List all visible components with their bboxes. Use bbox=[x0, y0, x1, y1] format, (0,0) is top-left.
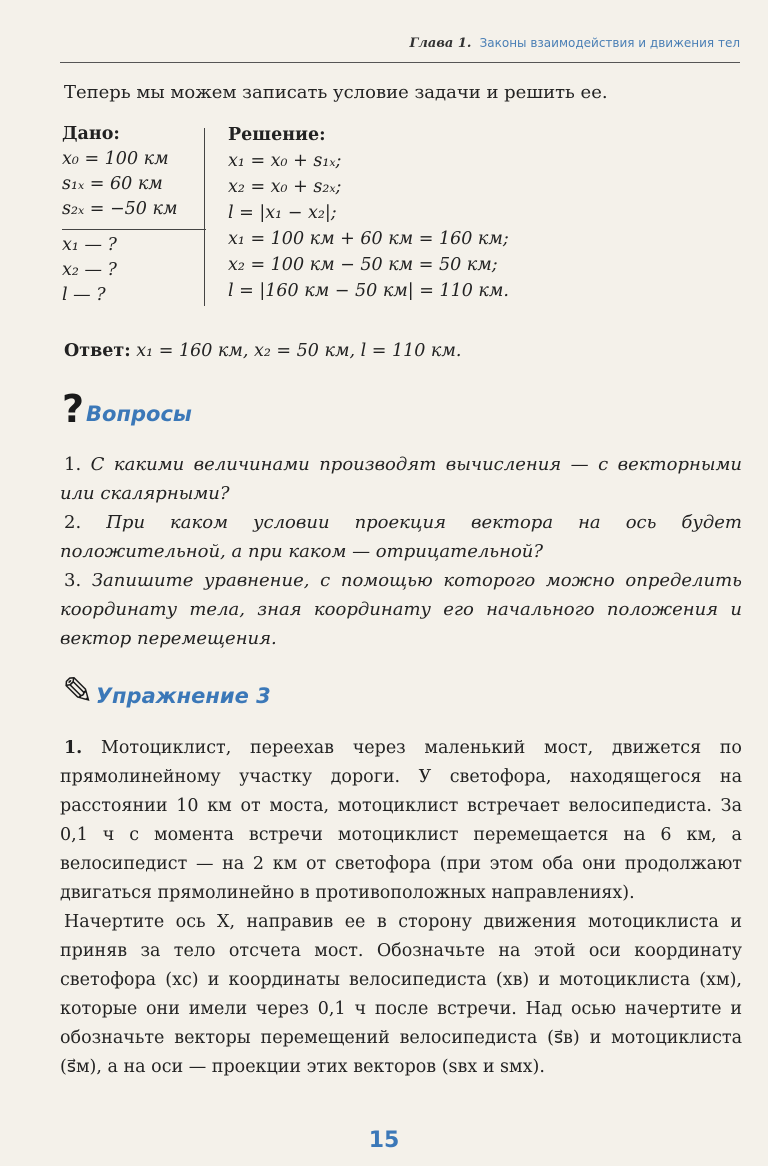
given-line: s₂ₓ = −50 км bbox=[62, 199, 178, 219]
exercise-heading bbox=[62, 669, 271, 713]
given-line: s₁ₓ = 60 км bbox=[62, 174, 163, 194]
answer-text: x₁ = 160 км, x₂ = 50 км, l = 110 км. bbox=[136, 341, 462, 361]
answer-label: Ответ: bbox=[64, 341, 131, 361]
find-line: l — ? bbox=[62, 285, 106, 305]
given-block bbox=[62, 122, 202, 308]
solution-line: x₁ = 100 км + 60 км = 160 км; bbox=[228, 229, 509, 249]
question-text: При каком условии проекция вектора на ось будет положительной, а при каком — отрицательной? bbox=[60, 512, 742, 562]
exercise-text: Мотоциклист, переехав через маленький мост, движется по прямолинейному участку дороги. У светофора, находящегося на расстоянии 10 км от моста, мотоциклист встречает велосипедиста. За 0,1 ч с момента встречи мотоциклист перемещается на 6 км, а велосипедист — на 2 км от светофора (при этом оба они продолжают двигаться прямолинейно в противоположных направлениях). bbox=[60, 738, 742, 903]
given-solution-divider bbox=[204, 128, 205, 306]
page-header bbox=[60, 36, 740, 63]
solution-line: l = |x₁ − x₂|; bbox=[228, 203, 337, 223]
question-item bbox=[60, 450, 742, 508]
exercise-title: Упражнение 3 bbox=[95, 684, 271, 708]
solution-line: x₂ = x₀ + s₂ₓ; bbox=[228, 177, 342, 197]
chapter-label: Глава 1. bbox=[409, 36, 472, 51]
exercise-paragraph: Начертите ось X, направив ее в сторону движения мотоциклиста и приняв за тело отсчета мост. Обозначьте на этой оси координату светофора (xс) и координаты велосипедиста (xв) и мотоциклиста (xм), которые они имели через 0,1 ч после встречи. Над осью начертите и обозначьте векторы перемещений велосипедиста (s⃗в) и мотоциклиста (s⃗м), а на оси — проекции этих векторов (sвx и sмx). bbox=[60, 912, 742, 1077]
questions-heading bbox=[62, 387, 192, 431]
answer-line bbox=[64, 338, 748, 364]
question-number: 1. bbox=[64, 454, 82, 475]
page-number: 15 bbox=[368, 1128, 400, 1153]
given-divider bbox=[62, 229, 206, 230]
given-line: x₀ = 100 км bbox=[62, 149, 169, 169]
intro-text: Теперь мы можем записать условие задачи и решить ее. bbox=[64, 82, 608, 103]
solution-line: x₂ = 100 км − 50 км = 50 км; bbox=[228, 255, 498, 275]
solution-line: x₁ = x₀ + s₁ₓ; bbox=[228, 151, 342, 171]
question-number: 3. bbox=[64, 570, 82, 591]
exercise-body bbox=[60, 734, 742, 1082]
question-text: Запишите уравнение, с помощью которого можно определить координату тела, зная координату его начального положения и вектор перемещения. bbox=[60, 570, 742, 649]
find-line: x₂ — ? bbox=[62, 260, 117, 280]
solution-line: l = |160 км − 50 км| = 110 км. bbox=[228, 281, 509, 301]
question-mark-icon: ? bbox=[62, 387, 85, 431]
questions-title: Вопросы bbox=[86, 402, 192, 426]
questions-list bbox=[60, 450, 742, 653]
exercise-number: 1. bbox=[64, 738, 83, 758]
solution-block bbox=[228, 122, 748, 304]
given-title: Дано: bbox=[62, 124, 120, 144]
question-item bbox=[60, 566, 742, 653]
pencil-icon: ✎ bbox=[62, 669, 94, 713]
solution-title: Решение: bbox=[228, 125, 326, 145]
chapter-title: Законы взаимодействия и движения тел bbox=[479, 36, 740, 50]
question-text: С какими величинами производят вычисления — с векторными или скалярными? bbox=[60, 454, 743, 504]
question-number: 2. bbox=[64, 512, 82, 533]
find-line: x₁ — ? bbox=[62, 235, 117, 255]
exercise-paragraph bbox=[60, 734, 742, 908]
question-item bbox=[60, 508, 742, 566]
